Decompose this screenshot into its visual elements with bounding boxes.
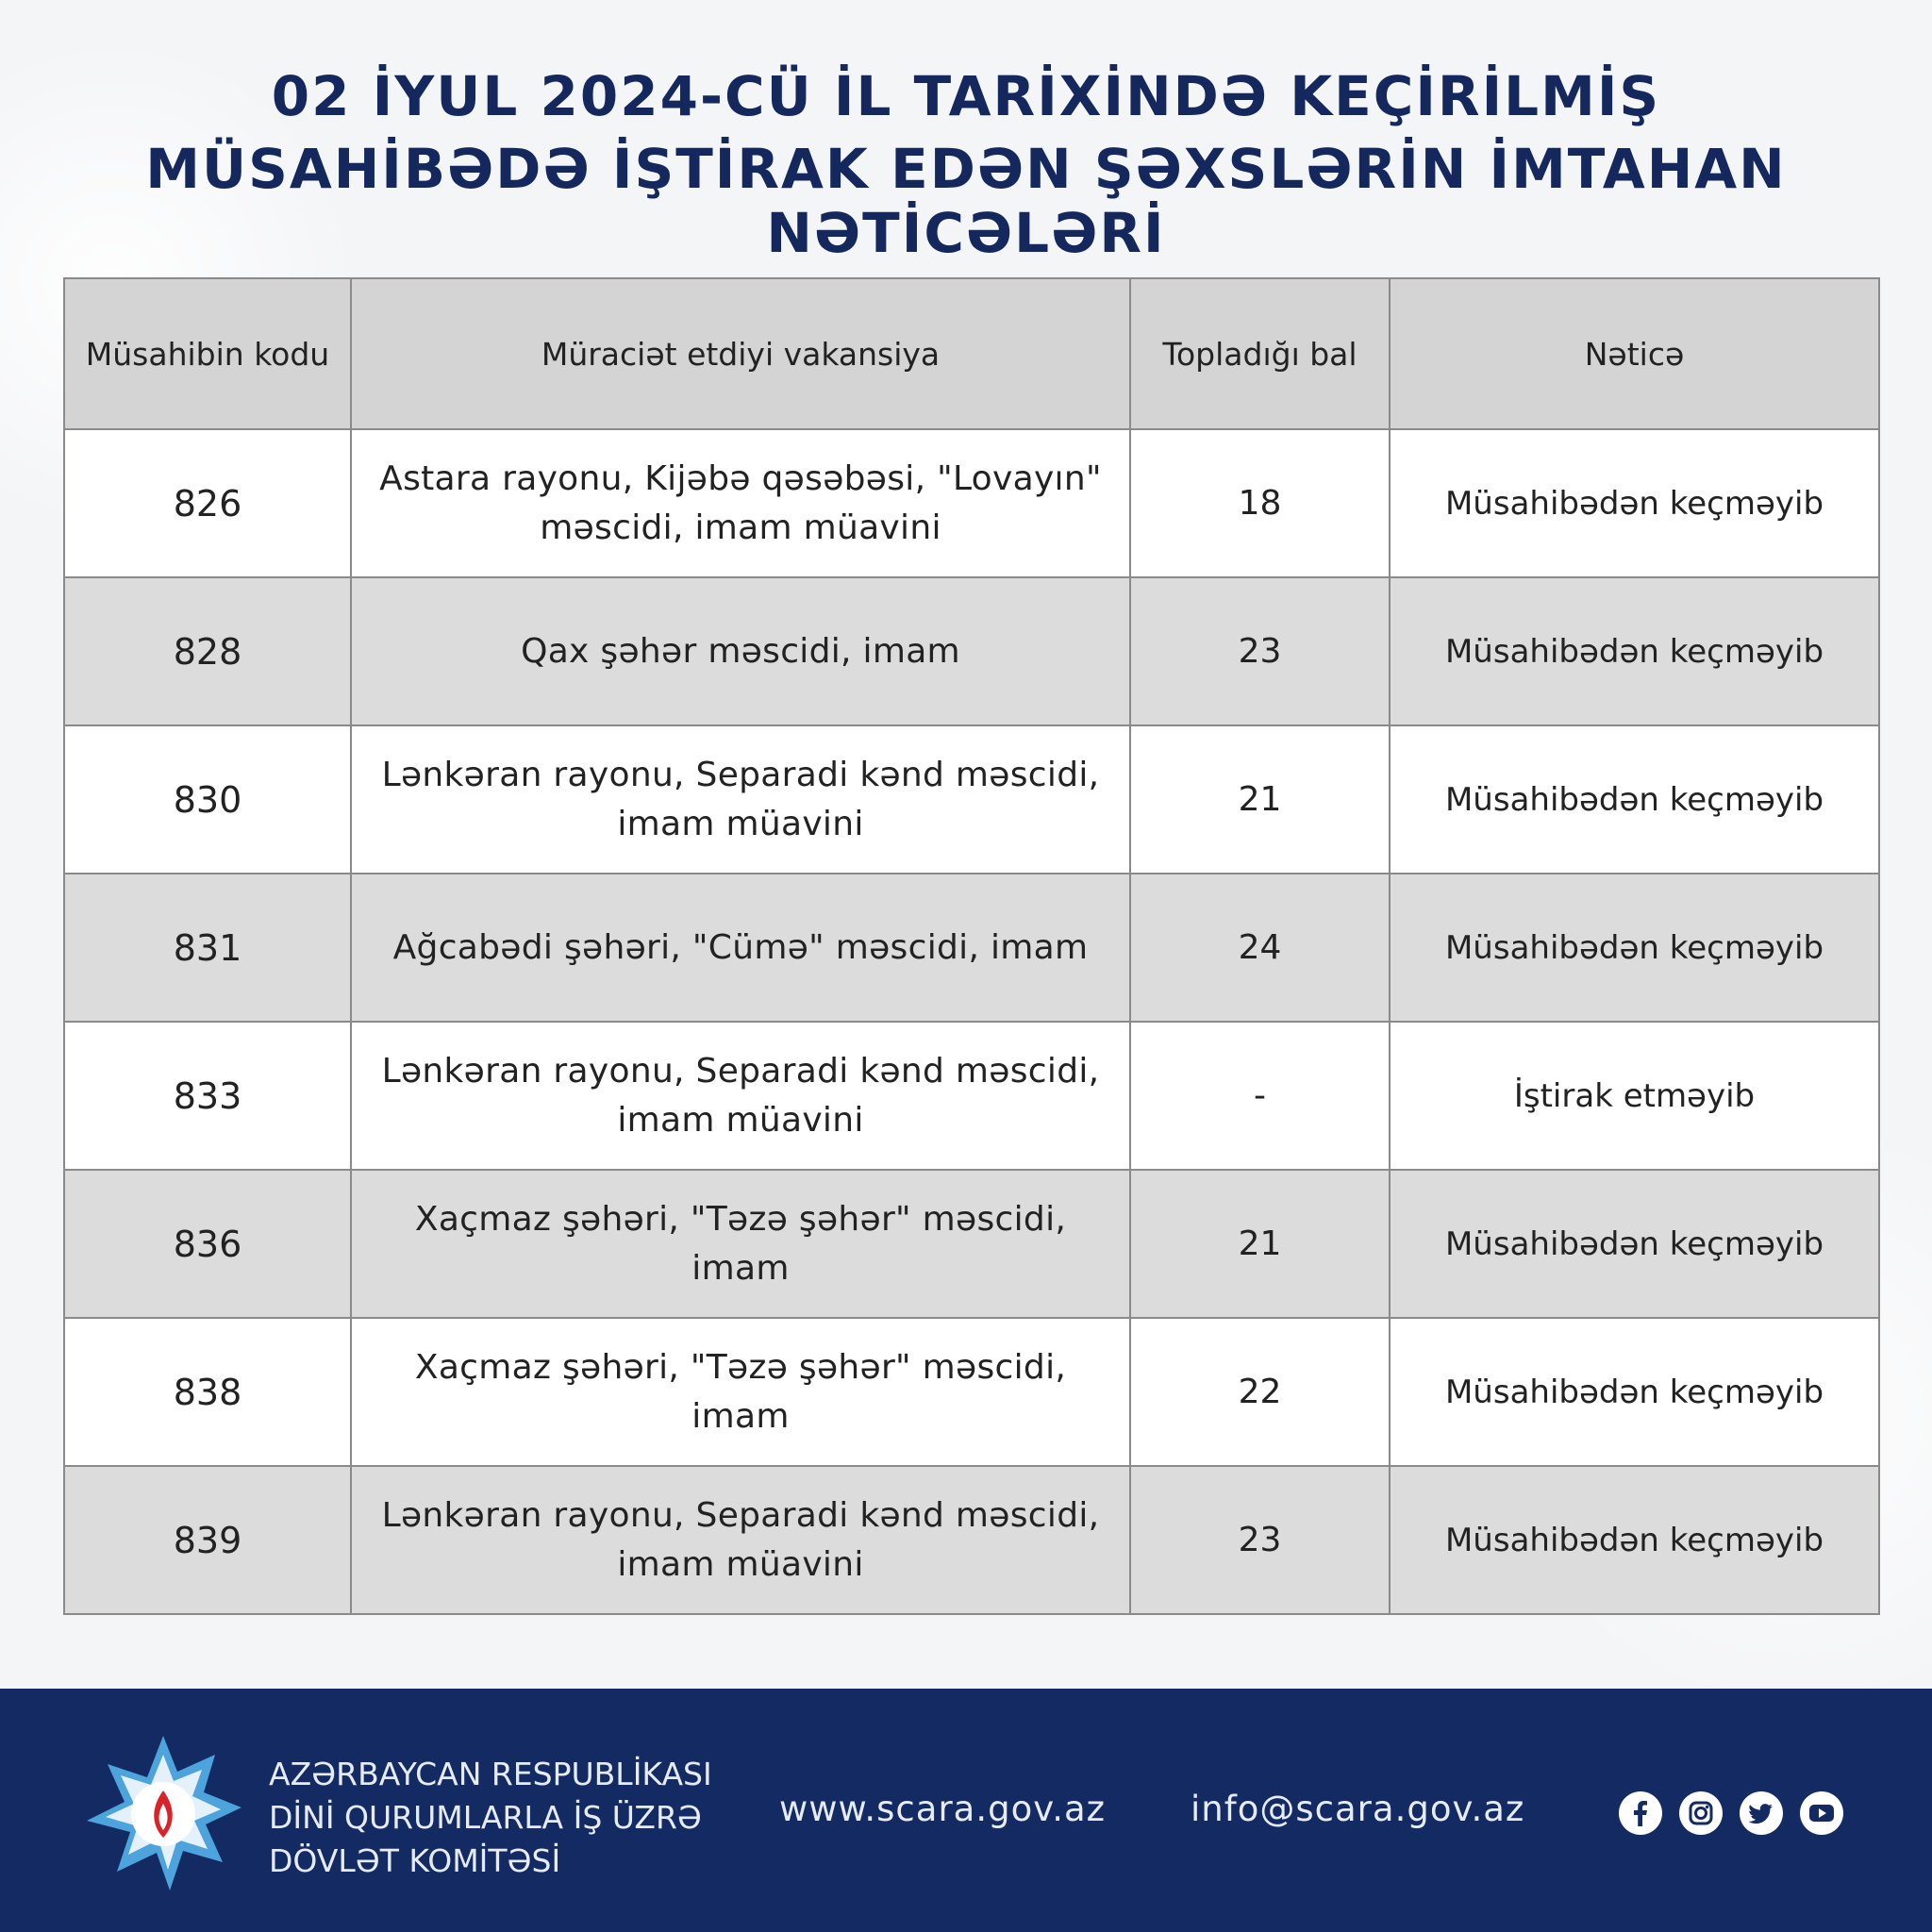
- vacancy-line: Xaçmaz şəhəri, "Təzə şəhər" məscidi, imam: [414, 1199, 1067, 1288]
- email-link[interactable]: info@scara.gov.az: [1191, 1789, 1525, 1829]
- cell-score: 23: [1130, 577, 1390, 725]
- table-row: [64, 874, 1879, 1022]
- vacancy-line: Xaçmaz şəhəri, "Təzə şəhər" məscidi, imam: [414, 1347, 1067, 1436]
- cell-code: 828: [64, 577, 351, 725]
- cell-vacancy: [351, 725, 1130, 874]
- table-row: [64, 1170, 1879, 1318]
- table-row: [64, 1466, 1879, 1614]
- cell-code: 830: [64, 725, 351, 874]
- vacancy-line: imam müavini: [617, 804, 864, 843]
- cell-result: İştirak etməyib: [1390, 1022, 1879, 1170]
- vacancy-line: Lənkəran rayonu, Separadi kənd məscidi,: [381, 1495, 1100, 1535]
- table-row: [64, 1022, 1879, 1170]
- cell-score: 21: [1130, 1170, 1390, 1318]
- cell-score: 22: [1130, 1318, 1390, 1466]
- instagram-icon[interactable]: [1679, 1791, 1723, 1835]
- twitter-icon[interactable]: [1740, 1791, 1783, 1835]
- vacancy-line: Lənkəran rayonu, Separadi kənd məscidi,: [381, 755, 1100, 794]
- column-header-result: Nəticə: [1390, 278, 1879, 429]
- vacancy-line: Lənkəran rayonu, Separadi kənd məscidi,: [381, 1051, 1100, 1091]
- page-title-line-2: MÜSAHİBƏDƏ İŞTİRAK EDƏN ŞƏXSLƏRİN İMTAHAN NƏTİCƏLƏRİ: [145, 137, 1787, 265]
- cell-code: 839: [64, 1466, 351, 1614]
- vacancy-line: Astara rayonu, Kijəbə qəsəbəsi, "Lovayın": [379, 458, 1102, 498]
- cell-code: 826: [64, 429, 351, 577]
- cell-vacancy: [351, 577, 1130, 725]
- column-header-code: Müsahibin kodu: [64, 278, 351, 429]
- cell-code: 831: [64, 874, 351, 1022]
- facebook-icon[interactable]: [1619, 1791, 1662, 1835]
- cell-result: Müsahibədən keçməyib: [1390, 1170, 1879, 1318]
- cell-vacancy: [351, 1318, 1130, 1466]
- table-row: [64, 577, 1879, 725]
- vacancy-line: Ağcabədi şəhəri, "Cümə" məscidi, imam: [392, 927, 1089, 967]
- cell-result: Müsahibədən keçməyib: [1390, 429, 1879, 577]
- table-header-row: [64, 278, 1879, 429]
- cell-result: Müsahibədən keçməyib: [1390, 577, 1879, 725]
- vacancy-line: məscidi, imam müavini: [540, 508, 941, 547]
- org-line-2: DİNİ QURUMLARLA İŞ ÜZRƏ: [269, 1799, 702, 1836]
- cell-vacancy: [351, 429, 1130, 577]
- cell-vacancy: [351, 1170, 1130, 1318]
- vacancy-line: imam müavini: [617, 1544, 864, 1584]
- cell-code: 836: [64, 1170, 351, 1318]
- youtube-icon[interactable]: [1800, 1791, 1843, 1835]
- cell-score: 24: [1130, 874, 1390, 1022]
- cell-vacancy: [351, 874, 1130, 1022]
- cell-result: Müsahibədən keçməyib: [1390, 725, 1879, 874]
- cell-score: 21: [1130, 725, 1390, 874]
- cell-code: 833: [64, 1022, 351, 1170]
- table-row: [64, 1318, 1879, 1466]
- cell-score: 23: [1130, 1466, 1390, 1614]
- column-header-vacancy: Müraciət etdiyi vakansiya: [351, 278, 1130, 429]
- cell-code: 838: [64, 1318, 351, 1466]
- vacancy-line: Qax şəhər məscidi, imam: [521, 631, 960, 671]
- results-table: [63, 277, 1880, 1615]
- org-line-3: DÖVLƏT KOMİTƏSİ: [269, 1842, 561, 1879]
- vacancy-line: imam müavini: [617, 1100, 864, 1140]
- cell-vacancy: [351, 1022, 1130, 1170]
- org-line-1: AZƏRBAYCAN RESPUBLİKASI: [269, 1756, 712, 1792]
- cell-result: Müsahibədən keçməyib: [1390, 1318, 1879, 1466]
- cell-score: -: [1130, 1022, 1390, 1170]
- organization-name: [269, 1753, 712, 1883]
- cell-result: Müsahibədən keçməyib: [1390, 1466, 1879, 1614]
- cell-score: 18: [1130, 429, 1390, 577]
- table-row: [64, 725, 1879, 874]
- column-header-score: Topladığı bal: [1130, 278, 1390, 429]
- committee-logo-icon: [83, 1734, 243, 1894]
- website-link[interactable]: www.scara.gov.az: [779, 1789, 1107, 1829]
- page-title-line-1: 02 İYUL 2024-CÜ İL TARİXİNDƏ KEÇİRİLMİŞ: [271, 64, 1661, 128]
- table-row: [64, 429, 1879, 577]
- cell-result: Müsahibədən keçməyib: [1390, 874, 1879, 1022]
- cell-vacancy: [351, 1466, 1130, 1614]
